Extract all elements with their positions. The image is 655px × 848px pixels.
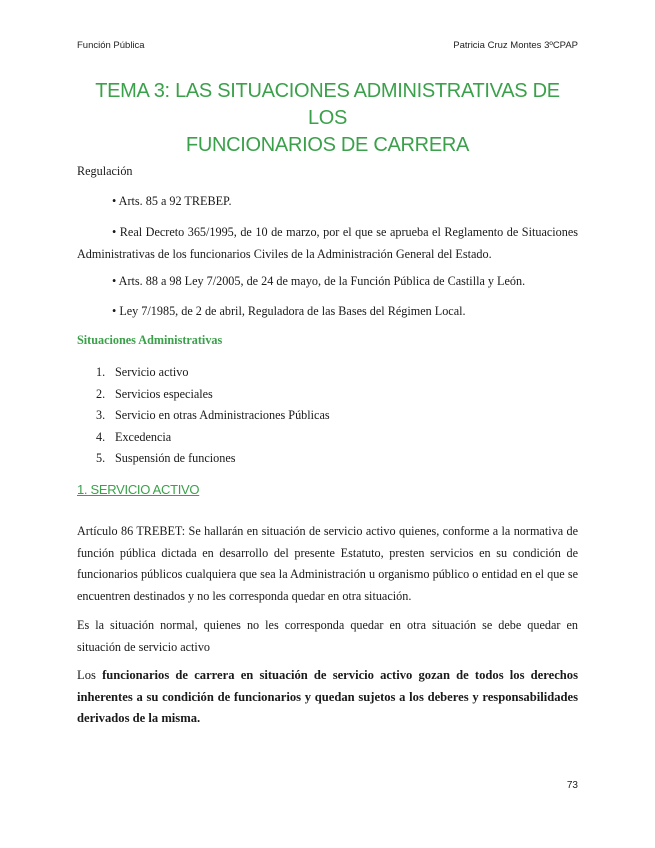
header-left: Función Pública	[77, 40, 145, 51]
regulation-item: • Ley 7/1985, de 2 de abril, Reguladora de las Bases del Régimen Local.	[112, 304, 466, 318]
page-number: 73	[566, 780, 578, 791]
list-item: 5. Suspensión de funciones	[96, 451, 236, 465]
page-title	[77, 78, 578, 159]
regulation-item: • Real Decreto 365/1995, de 10 de marzo, por el que se aprueba el Reglamento de Situaciones Administrativas de los funcionarios Civiles de la Administración General del Estado.	[77, 225, 578, 261]
list-item: 1. Servicio activo	[96, 365, 189, 379]
regulation-item: • Arts. 85 a 92 TREBEP.	[112, 194, 232, 208]
list-item: 3. Servicio en otras Administraciones Públicas	[96, 408, 330, 422]
title-line-2: FUNCIONARIOS DE CARRERA	[185, 134, 470, 156]
paragraph-normal-situation: Es la situación normal, quienes no les corresponda quedar en otra situación se debe quedar en situación de servicio activo	[77, 618, 578, 654]
list-item: 2. Servicios especiales	[96, 386, 213, 401]
list-item: 4. Excedencia	[96, 429, 172, 444]
situations-heading: Situaciones Administrativas	[77, 333, 223, 347]
title-line-1: TEMA 3: LAS SITUACIONES ADMINISTRATIVAS DE LOS	[95, 80, 560, 129]
header-right: Patricia Cruz Montes 3ºCPAP	[453, 40, 578, 51]
regulation-item: • Arts. 88 a 98 Ley 7/2005, de 24 de mayo, de la Función Pública de Castilla y León.	[112, 274, 526, 288]
section-heading: 1. SERVICIO ACTIVO	[77, 482, 200, 497]
paragraph-rights: Los funcionarios de carrera en situación de servicio activo gozan de todos los derechos inherentes a su condición de funcionarios y quedan sujetos a los deberes y responsabilidades derivados de la misma.	[77, 668, 579, 725]
situations-list	[96, 362, 330, 470]
paragraph-article-86: Artículo 86 TREBET: Se hallarán en situación de servicio activo quienes, conforme a la normativa de función pública dictada en desarrollo del presente Estatuto, presten servicios en su condición de funcionarios públicos cualquiera que sea la Administración u organismo público o entidad en el que se encuentren destinados y no les corresponda quedar en otra situación.	[77, 524, 578, 603]
regulation-label: Regulación	[77, 164, 133, 178]
